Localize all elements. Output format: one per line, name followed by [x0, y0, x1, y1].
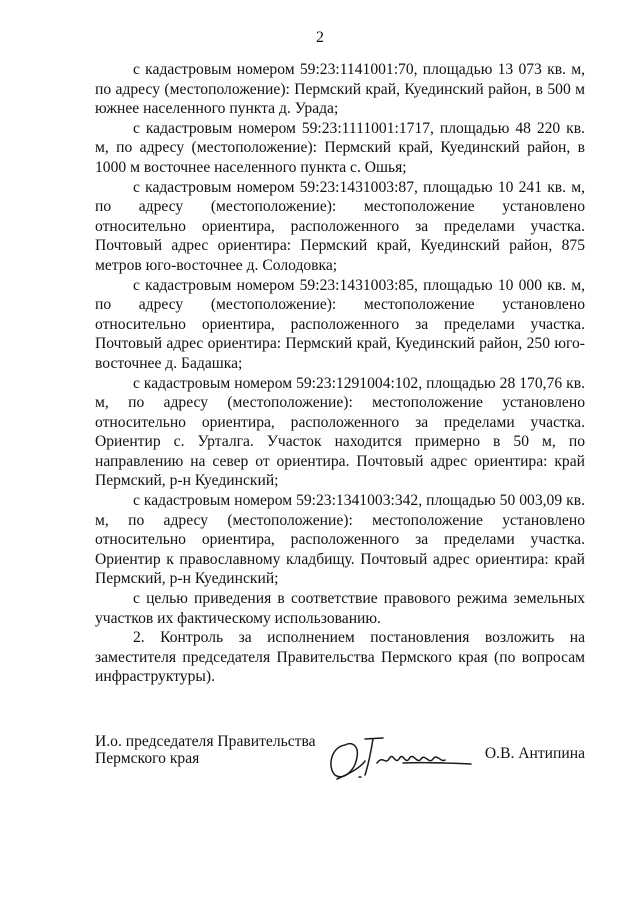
signatory-title-line-1: И.о. председателя Правительства — [95, 733, 316, 750]
paragraph-plot-2: с кадастровым номером 59:23:1111001:1717, площадью 48 220 кв. м, по адресу (местоположение): Пермский край, Куединский район, в 1000 м восточнее населенного пункта с. Ошья; — [95, 119, 585, 176]
signature-block — [95, 733, 585, 793]
paragraph-plot-1: с кадастровым номером 59:23:1141001:70, площадью 13 073 кв. м, по адресу (местоположение): Пермский край, Куединский район, в 500 м южнее населенного пункта д. Урада; — [95, 61, 585, 118]
handwritten-signature-icon — [325, 733, 485, 783]
signatory-name: О.В. Антипина — [484, 745, 585, 762]
signatory-title-line-2: Пермского края — [95, 750, 200, 767]
paragraph-plot-6: с кадастровым номером 59:23:1341003:342, площадью 50 003,09 кв. м, по адресу (местоположение): местоположение установлено относительно ориентира, расположенного за пределами участка. Ориентир к православному кладбищу. Почтовый адрес ориентира: край Пермский, р-н Куединский; — [95, 492, 585, 588]
paragraph-purpose: с целью приведения в соответствие правового режима земельных участков их фактическому использованию. — [95, 590, 585, 627]
paragraph-plot-5: с кадастровым номером 59:23:1291004:102, площадью 28 170,76 кв. м, по адресу (местоположение): местоположение установлено относительно ориентира, расположенного за пределами участка. Ориентир с. Урталга. Участок находится примерно в 50 м, по направлению на север от ориентира. Почтовый адрес ориентира: край Пермский, р-н Куединский; — [95, 374, 585, 490]
paragraph-plot-3: с кадастровым номером 59:23:1431003:87, площадью 10 241 кв. м, по адресу (местоположение): местоположение установлено относительно ориентира, расположенного за пределами участка. Почтовый адрес ориентира: Пермский край, Куединский район, 875 метров юго-восточнее д. Солодовка; — [95, 178, 585, 274]
paragraph-control: 2. Контроль за исполнением постановления возложить на заместителя председателя Правительства Пермского края (по вопросам инфраструктуры). — [95, 629, 585, 686]
document-body — [95, 60, 585, 687]
page-number: 2 — [316, 29, 324, 46]
paragraph-plot-4: с кадастровым номером 59:23:1431003:85, площадью 10 000 кв. м, по адресу (местоположение): местоположение установлено относительно ориентира, расположенного за пределами участка. Почтовый адрес ориентира: Пермский край, Куединский район, 250 юго-восточнее д. Бадашка; — [95, 276, 585, 372]
